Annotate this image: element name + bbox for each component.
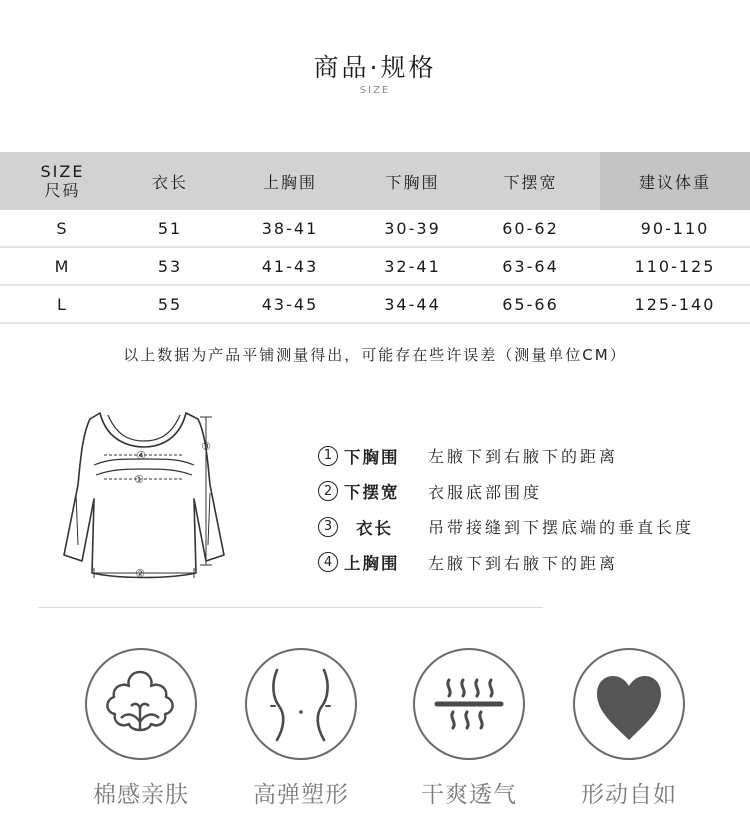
size-table [0,152,750,324]
garment-diagram [48,405,238,590]
legend-number: 1 [318,446,338,466]
table-cell: 125-140 [634,294,716,314]
heart-icon [573,648,685,760]
marker-2: ② [135,567,145,580]
table-cell: 32-41 [384,256,441,276]
legend-item [318,509,748,545]
legend-desc: 左腋下到右腋下的距离 [428,553,619,573]
table-header [0,152,750,210]
table-cell: M [54,256,71,276]
garment-outline-icon [64,413,224,578]
legend-term: 下胸围 [344,447,400,467]
table-cell: 53 [157,256,183,276]
table-cell: 30-39 [384,218,441,238]
table-row [0,248,750,286]
table-row [0,286,750,324]
table-cell: 63-64 [502,256,559,276]
table-cell: 38-41 [261,218,319,238]
breathable-icon [413,648,525,760]
table-cell: 41-43 [261,256,319,276]
legend-term: 上胸围 [344,554,400,574]
measurement-legend [318,438,748,580]
measurement-note: 以上数据为产品平铺测量得出，可能存在些许误差（测量单位CM） [123,346,627,364]
page-title: 商品·规格 [313,53,437,82]
waist-icon [245,648,357,760]
feature-label: 干爽透气 [421,782,517,808]
section-divider [38,607,543,608]
table-row [0,210,750,248]
legend-term: 下摆宽 [344,483,400,503]
marker-1: ① [134,473,144,486]
feature-label: 形动自如 [581,782,677,808]
legend-number: 4 [318,552,338,572]
table-cell: L [57,294,68,314]
cotton-icon [85,648,197,760]
table-cell: 90-110 [640,218,710,238]
legend-desc: 左腋下到右腋下的距离 [428,447,619,467]
header-length: 衣长 [151,172,188,192]
table-cell: 110-125 [634,256,716,276]
page-subtitle: SIZE [359,85,391,96]
header-size-en: SIZE [40,162,85,181]
feature-label: 棉感亲肤 [93,782,189,808]
table-cell: 43-45 [261,294,319,314]
feature-breathable [408,648,530,809]
header-size [15,152,110,210]
table-cell: 51 [157,218,183,238]
header-weight: 建议体重 [638,172,711,192]
legend-term: 衣长 [356,518,393,538]
feature-shaping [240,648,362,809]
feature-cotton [80,648,202,809]
marker-3: ③ [201,440,211,453]
table-cell: 65-66 [502,294,559,314]
header-upper-bust: 上胸围 [262,172,317,192]
table-cell: 55 [157,294,183,314]
table-cell: 34-44 [384,294,441,314]
legend-number: 3 [318,517,338,537]
table-cell: 60-62 [502,218,559,238]
feature-freedom [568,648,690,809]
legend-desc: 吊带接缝到下摆底端的垂直长度 [428,518,695,538]
legend-number: 2 [318,481,338,501]
table-cell: S [56,218,69,238]
header-size-cn: 尺码 [44,181,81,200]
header-hem-width: 下摆宽 [503,172,558,192]
header-lower-bust: 下胸围 [385,172,440,192]
legend-item [318,545,748,581]
feature-label: 高弹塑形 [253,782,349,808]
marker-4: ④ [136,449,146,462]
legend-item [318,438,748,474]
legend-item [318,474,748,510]
legend-desc: 衣服底部围度 [428,482,543,502]
